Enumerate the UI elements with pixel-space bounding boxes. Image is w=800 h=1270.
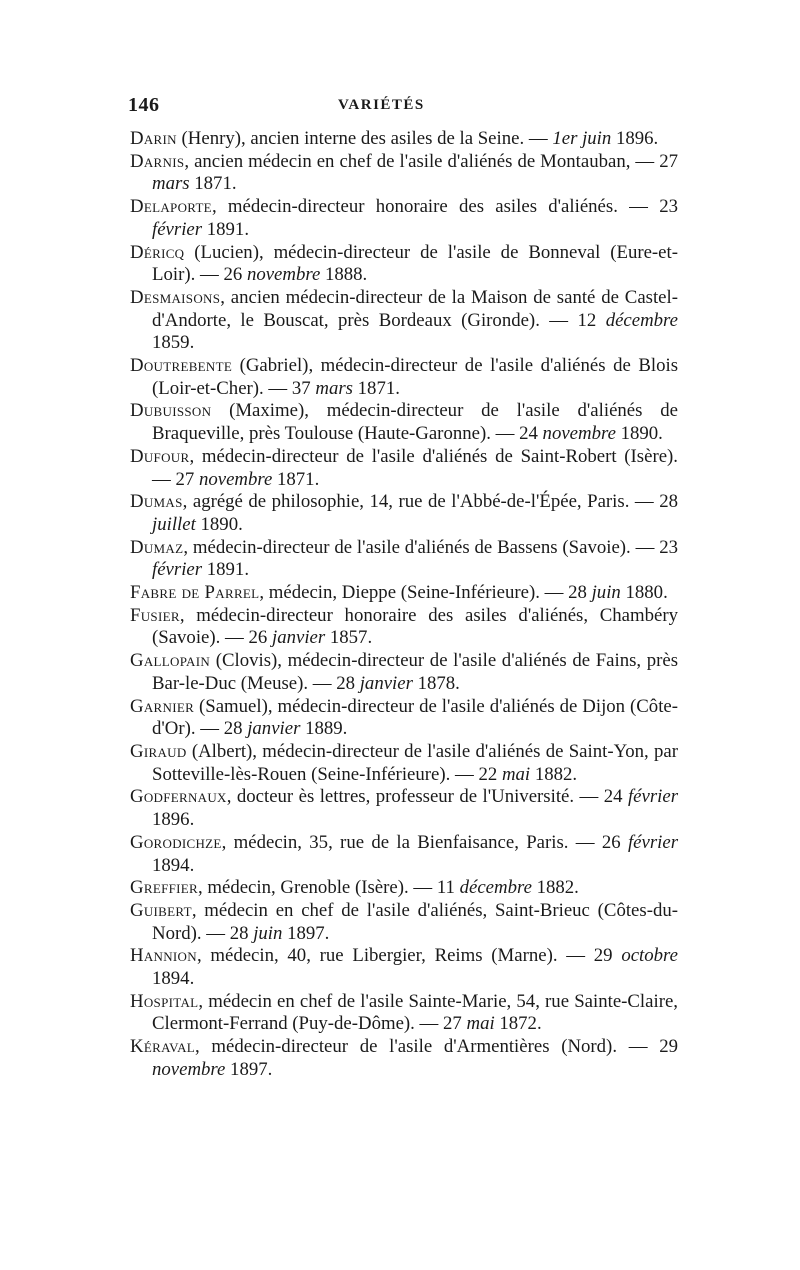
- entry-text: (Henry), ancien interne des asiles de la Seine. —: [176, 128, 553, 149]
- entry-year: 1880.: [620, 582, 668, 604]
- entry-surname: Doutrebente: [130, 355, 233, 377]
- list-entry: [130, 605, 678, 650]
- entry-date: mai: [466, 1013, 495, 1035]
- entry-year: 1894.: [152, 968, 195, 990]
- entry-text: , médecin-directeur de l'asile d'aliénés de Saint-Robert (Isère). — 27: [152, 445, 678, 490]
- entry-year: 1891.: [202, 559, 250, 581]
- entry-year: 1890.: [615, 423, 663, 445]
- entry-date: juillet: [152, 513, 196, 535]
- entry-year: 1872.: [494, 1013, 542, 1035]
- entry-surname: Dubuisson: [130, 400, 212, 422]
- entry-date: mars: [315, 377, 353, 399]
- entry-year: 1859.: [152, 332, 195, 354]
- entry-year: 1897.: [225, 1058, 273, 1080]
- entry-text: , médecin-directeur honoraire des asiles d'aliénés. — 23: [211, 196, 678, 218]
- entry-surname: Dumas: [130, 491, 183, 513]
- list-entry: [130, 491, 678, 536]
- entry-text: , docteur ès lettres, professeur de l'Université. — 24: [226, 786, 628, 808]
- entry-date: février: [152, 559, 203, 581]
- entry-year: 1871.: [189, 173, 237, 195]
- entry-text: (Maxime), médecin-directeur de l'asile d'aliénés de Braqueville, près Toulouse (Haute-Garonne). — 24: [152, 400, 678, 445]
- entry-date: février: [627, 786, 678, 808]
- list-entry: [130, 151, 678, 196]
- entry-text: (Samuel), médecin-directeur de l'asile d'aliénés de Dijon (Côte-d'Or). — 28: [152, 695, 678, 740]
- list-entry: [130, 832, 678, 877]
- entry-surname: Kéraval: [130, 1036, 196, 1058]
- entry-date: janvier: [247, 718, 301, 740]
- page-number: 146: [128, 94, 160, 116]
- entry-surname: Desmaisons: [130, 286, 221, 308]
- entry-text: , médecin-directeur de l'asile d'aliénés de Bassens (Savoie). — 23: [183, 536, 678, 558]
- entry-date: février: [627, 831, 678, 853]
- list-entry: [130, 242, 678, 287]
- list-entry: [130, 1036, 678, 1081]
- member-list: [130, 128, 678, 1082]
- entry-year: 1894.: [152, 854, 195, 876]
- list-entry: [130, 650, 678, 695]
- entry-text: , médecin, 40, rue Libergier, Reims (Marne). — 29: [196, 945, 622, 967]
- page-header: [128, 94, 684, 120]
- entry-text: (Albert), médecin-directeur de l'asile d'aliénés de Saint-Yon, par Sotteville-lès-Rouen (Seine-Inférieure). — 22: [152, 740, 678, 785]
- entry-surname: Garnier: [130, 695, 195, 717]
- entry-year: 1897.: [282, 922, 330, 944]
- list-entry: [130, 900, 678, 945]
- entry-surname: Gallopain: [130, 650, 211, 672]
- entry-surname: Hannion: [130, 945, 197, 967]
- entry-surname: Dumaz: [130, 536, 184, 558]
- entry-year: 1857.: [325, 627, 373, 649]
- list-entry: [130, 877, 678, 900]
- entry-text: , médecin, 35, rue de la Bienfaisance, Paris. — 26: [221, 831, 628, 853]
- entry-date: janvier: [359, 672, 413, 694]
- entry-date: novembre: [152, 1058, 226, 1080]
- entry-date: janvier: [271, 627, 326, 649]
- entry-date: novembre: [246, 264, 321, 286]
- entry-date: mars: [152, 173, 190, 195]
- list-entry: [130, 400, 678, 445]
- entry-surname: Godfernaux: [130, 786, 227, 808]
- entry-text: (Gabriel), médecin-directeur de l'asile d'aliénés de Blois (Loir-et-Cher). — 37: [152, 355, 678, 399]
- entry-date: juin: [591, 582, 621, 604]
- entry-surname: Giraud: [130, 740, 187, 762]
- entry-surname: Gorodichze: [130, 831, 222, 853]
- running-head: VARIÉTÉS: [338, 97, 425, 113]
- entry-surname: Delaporte: [130, 196, 212, 218]
- entry-text: (Clovis), médecin-directeur de l'asile d'aliénés de Fains, près Bar-le-Duc (Meuse). — 28: [152, 650, 678, 694]
- entry-year: 1896.: [152, 809, 195, 831]
- entry-text: (Lucien), médecin-directeur de l'asile de Bonneval (Eure-et-Loir). — 26: [152, 241, 678, 286]
- entry-date: 1er juin: [552, 128, 612, 149]
- list-entry: [130, 287, 678, 355]
- entry-year: 1882.: [531, 877, 579, 899]
- entry-date: juin: [253, 922, 283, 944]
- entry-year: 1878.: [412, 672, 460, 694]
- entry-year: 1889.: [300, 718, 348, 740]
- entry-surname: Guibert: [130, 899, 192, 921]
- entry-year: 1871.: [272, 468, 320, 490]
- entry-date: novembre: [198, 468, 273, 490]
- entry-surname: Dufour: [130, 445, 190, 467]
- entry-year: 1882.: [530, 763, 578, 785]
- list-entry: [130, 196, 678, 241]
- entry-year: 1871.: [352, 377, 400, 399]
- entry-text: , médecin en chef de l'asile d'aliénés, Saint-Brieuc (Côtes-du-Nord). — 28: [152, 899, 678, 944]
- list-entry: [130, 582, 678, 605]
- entry-surname: Déricq: [130, 241, 185, 263]
- list-entry: [130, 945, 678, 990]
- entry-surname: Darnis: [130, 150, 185, 172]
- entry-text: , ancien médecin en chef de l'asile d'aliénés de Montauban, — 27: [184, 150, 678, 172]
- entry-date: décembre: [459, 877, 532, 899]
- entry-date: mai: [501, 763, 531, 785]
- list-entry: [130, 741, 678, 786]
- entry-surname: Fabre de Parrel: [130, 582, 260, 604]
- entry-text: , ancien médecin-directeur de la Maison de santé de Castel-d'Andorte, le Bouscat, près Bordeaux (Gironde). — 12: [152, 286, 678, 331]
- list-entry: [130, 991, 678, 1036]
- list-entry: [130, 355, 678, 400]
- entry-date: février: [152, 218, 203, 240]
- list-entry: [130, 786, 678, 831]
- entry-year: 1891.: [202, 218, 250, 240]
- list-entry: [130, 537, 678, 582]
- entry-surname: Greffier: [130, 877, 198, 899]
- list-entry: [130, 696, 678, 741]
- entry-text: , médecin en chef de l'asile Sainte-Marie, 54, rue Sainte-Claire, Clermont-Ferrand (Puy-de-Dôme). — 27: [152, 990, 678, 1035]
- entry-year: 1890.: [195, 513, 243, 535]
- entry-date: décembre: [605, 309, 678, 331]
- entry-surname: Hospital: [130, 990, 199, 1012]
- entry-text: , médecin-directeur de l'asile d'Armentières (Nord). — 29: [195, 1036, 678, 1058]
- entry-text: , médecin, Dieppe (Seine-Inférieure). — 28: [259, 582, 592, 604]
- list-entry: [130, 128, 678, 151]
- entry-surname: Fusier: [130, 604, 180, 626]
- entry-text: , agrégé de philosophie, 14, rue de l'Abbé-de-l'Épée, Paris. — 28: [182, 491, 678, 513]
- list-entry: [130, 446, 678, 491]
- entry-date: novembre: [542, 423, 616, 445]
- entry-date: octobre: [621, 945, 678, 967]
- entry-year: 1888.: [320, 264, 368, 286]
- entry-text: , médecin, Grenoble (Isère). — 11: [197, 877, 460, 899]
- entry-year: 1896.: [611, 128, 659, 149]
- entry-surname: Darin: [130, 128, 177, 149]
- entry-text: , médecin-directeur honoraire des asiles d'aliénés, Chambéry (Savoie). — 26: [152, 604, 678, 649]
